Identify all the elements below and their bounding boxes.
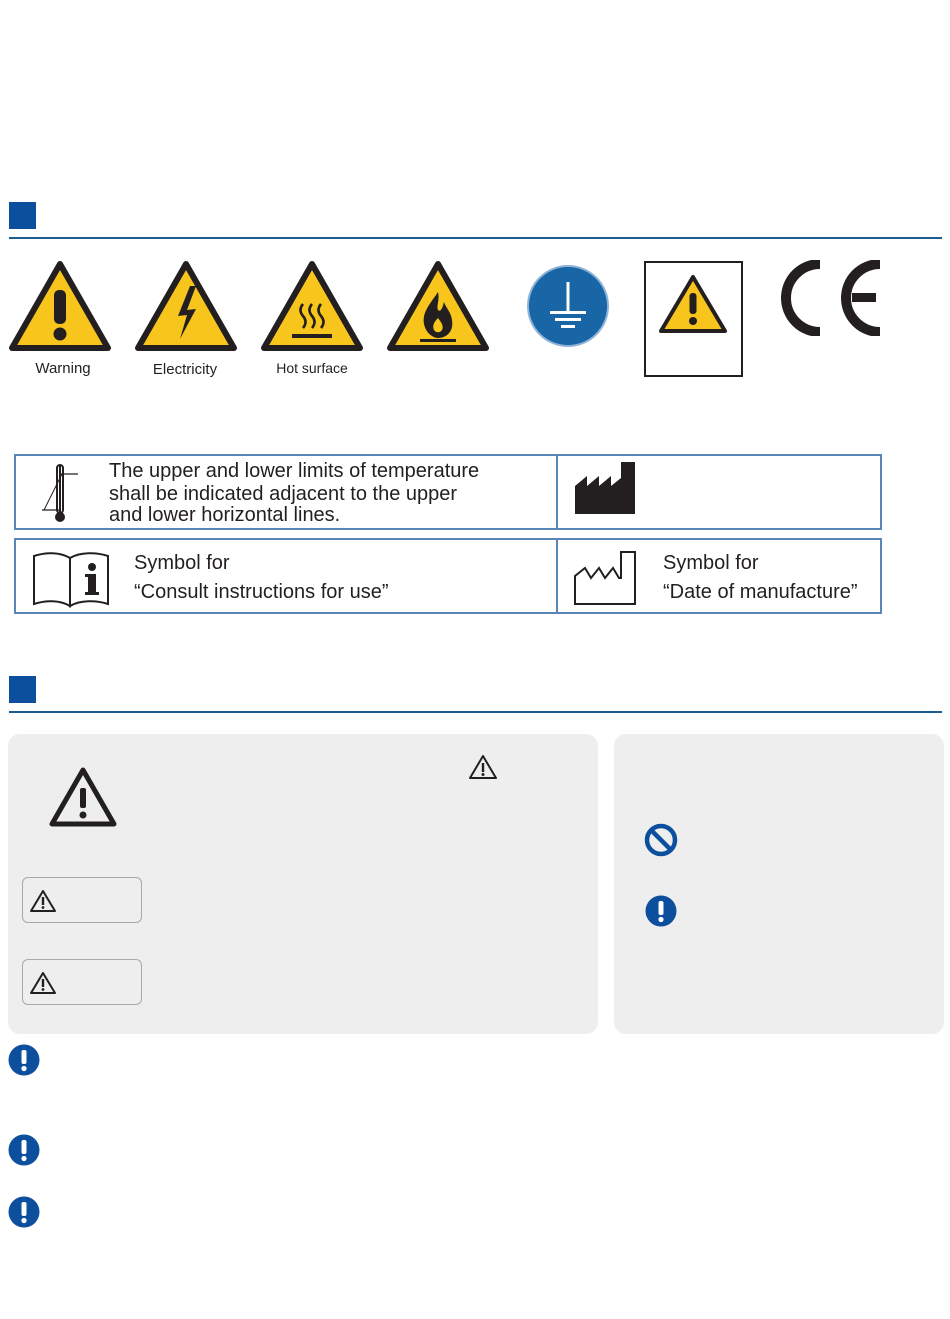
small-warning-icon (468, 754, 498, 780)
temperature-text-line-3: and lower horizontal lines. (109, 504, 341, 526)
temperature-text-line-1: The upper and lower limits of temperature (109, 460, 480, 482)
notice-panel (8, 734, 598, 1034)
note-mandatory-icon-1 (8, 1044, 40, 1076)
table-row2-right-cell (556, 538, 882, 614)
temperature-limit-icon (38, 462, 82, 524)
earth-ground-icon (526, 264, 610, 348)
hot-surface-triangle-icon (260, 260, 364, 352)
hazard-label-hot-surface: Hot surface (276, 360, 348, 376)
date-text-line-1: Symbol for (663, 552, 759, 574)
consult-text-line-1: Symbol for (134, 552, 230, 574)
table-row2-left-cell (14, 538, 558, 614)
warning-box-icon (644, 261, 743, 377)
note-mandatory-icon-3 (8, 1196, 40, 1228)
large-warning-icon (48, 766, 118, 828)
side-panel (614, 734, 944, 1034)
warning-badge (22, 877, 142, 923)
mandatory-icon (645, 895, 677, 927)
table-row1-left-cell (14, 454, 558, 530)
ce-mark-icon (778, 260, 886, 336)
hazard-label-electricity: Electricity (152, 361, 218, 378)
hazard-label-warning: Warning (35, 360, 91, 377)
prohibited-icon (644, 823, 678, 857)
section-marker-2 (9, 676, 36, 703)
warning-triangle-icon (8, 260, 112, 352)
flammable-triangle-icon (386, 260, 490, 352)
table-row1-right-cell (556, 454, 882, 530)
note-mandatory-icon-2 (8, 1134, 40, 1166)
manufacturer-icon (573, 460, 637, 516)
badge-caution-icon (29, 971, 57, 995)
temperature-text-line-2: shall be indicated adjacent to the upper (109, 483, 458, 505)
caution-badge (22, 959, 142, 1005)
electricity-triangle-icon (134, 260, 238, 352)
section-rule-2 (9, 711, 942, 713)
date-of-manufacture-icon (573, 548, 637, 606)
date-text-line-2: “Date of manufacture” (663, 581, 858, 603)
section-rule-1 (9, 237, 942, 239)
consult-text-line-2: “Consult instructions for use” (134, 581, 389, 603)
consult-instructions-icon (32, 550, 112, 608)
badge-warning-icon (29, 889, 57, 913)
section-marker-1 (9, 202, 36, 229)
